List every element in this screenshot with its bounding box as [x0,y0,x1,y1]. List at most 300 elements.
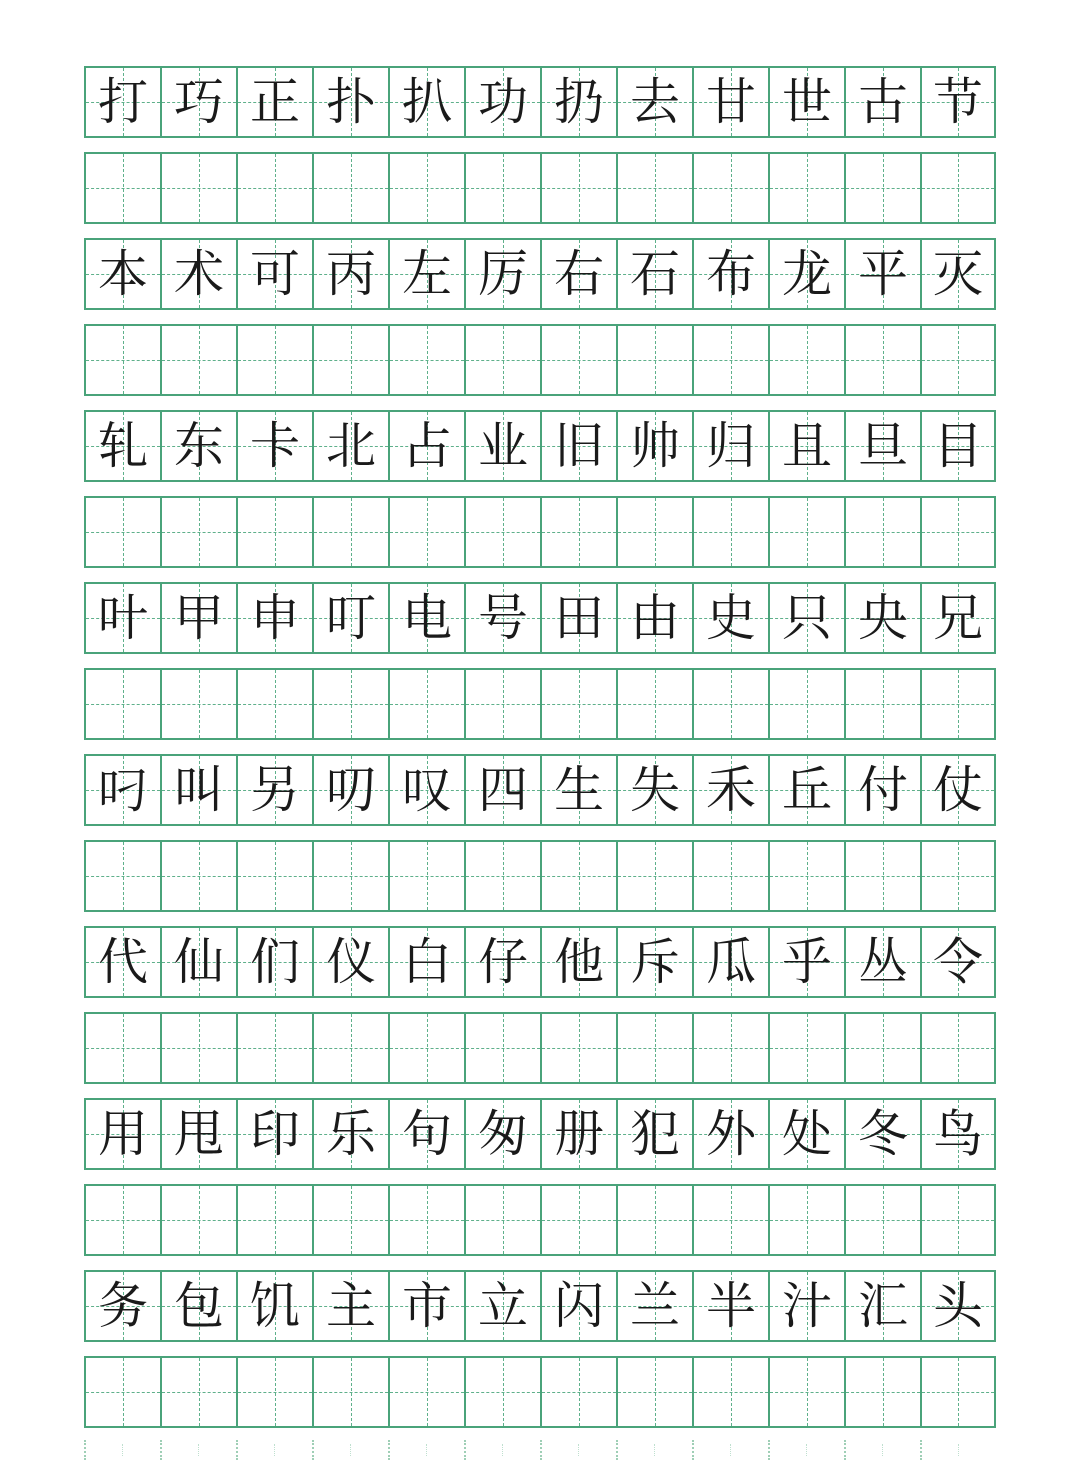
character-cell [692,412,768,480]
character-glyph: 叹 [402,761,452,819]
practice-cell[interactable] [160,1014,236,1082]
character-glyph: 北 [326,417,376,475]
character-glyph: 处 [782,1105,832,1163]
practice-cell[interactable] [84,1014,160,1082]
character-glyph: 打 [98,73,148,131]
character-glyph: 术 [174,245,224,303]
practice-row [84,152,996,224]
character-cell [920,1272,996,1340]
practice-cell[interactable] [388,842,464,910]
practice-cell[interactable] [844,670,920,738]
practice-cell[interactable] [388,1358,464,1426]
character-cell [692,928,768,996]
character-glyph: 仗 [933,761,983,819]
character-cell [160,412,236,480]
practice-cell[interactable] [160,326,236,394]
practice-cell[interactable] [160,842,236,910]
practice-row [84,496,996,568]
character-glyph: 甘 [706,73,756,131]
practice-cell[interactable] [616,1186,692,1254]
practice-cell[interactable] [388,1014,464,1082]
practice-cell[interactable] [464,842,540,910]
practice-cell[interactable] [692,842,768,910]
practice-cell[interactable] [692,1358,768,1426]
practice-cell[interactable] [920,154,996,222]
character-glyph: 卡 [250,417,300,475]
practice-cell[interactable] [920,1358,996,1426]
character-cell [616,412,692,480]
character-cell [84,68,160,136]
character-glyph: 仙 [174,933,224,991]
character-cell [236,412,312,480]
character-glyph: 立 [478,1277,528,1335]
practice-cell[interactable] [312,154,388,222]
character-cell [616,1272,692,1340]
character-cell [768,412,844,480]
character-cell [160,1272,236,1340]
practice-cell[interactable] [768,154,844,222]
grid-column-stub [616,1440,692,1460]
character-cell [160,756,236,824]
practice-cell[interactable] [540,670,616,738]
character-cell [388,240,464,308]
character-cell [540,756,616,824]
character-cell [160,1100,236,1168]
practice-cell[interactable] [920,670,996,738]
practice-cell[interactable] [236,498,312,566]
practice-row [84,1356,996,1428]
grid-column-stub [692,1440,768,1460]
character-cell [464,240,540,308]
character-glyph: 务 [98,1277,148,1335]
character-cell [844,1100,920,1168]
character-cell [540,68,616,136]
character-cell [920,68,996,136]
practice-cell[interactable] [692,1014,768,1082]
grid-column-stub [312,1440,388,1460]
practice-cell[interactable] [236,1014,312,1082]
character-cell [616,240,692,308]
character-glyph: 印 [250,1105,300,1163]
character-row [84,66,996,138]
practice-cell[interactable] [616,154,692,222]
practice-cell[interactable] [84,670,160,738]
practice-cell[interactable] [768,498,844,566]
character-glyph: 斥 [630,933,680,991]
character-cell [464,1272,540,1340]
character-glyph: 且 [782,417,832,475]
character-cell [312,1272,388,1340]
character-cell [236,584,312,652]
character-cell [388,68,464,136]
character-cell [844,1272,920,1340]
character-glyph: 正 [250,73,300,131]
character-glyph: 兰 [630,1277,680,1335]
character-glyph: 石 [630,245,680,303]
character-cell [616,1100,692,1168]
character-glyph: 田 [554,589,604,647]
grid-column-stub [540,1440,616,1460]
practice-cell[interactable] [160,670,236,738]
grid-column-stub [236,1440,312,1460]
character-cell [312,240,388,308]
practice-cell[interactable] [844,842,920,910]
character-glyph: 去 [630,73,680,131]
character-glyph: 瓜 [706,933,756,991]
practice-cell[interactable] [160,1186,236,1254]
character-cell [464,756,540,824]
character-cell [464,412,540,480]
character-cell [540,240,616,308]
grid-column-stub [160,1440,236,1460]
practice-cell[interactable] [768,1186,844,1254]
character-cell [312,928,388,996]
character-row [84,926,996,998]
character-glyph: 市 [402,1277,452,1335]
character-glyph: 业 [478,417,528,475]
character-cell [844,584,920,652]
character-cell [160,68,236,136]
character-cell [768,584,844,652]
character-glyph: 饥 [250,1277,300,1335]
practice-cell[interactable] [160,154,236,222]
character-cell [312,68,388,136]
character-cell [920,584,996,652]
character-cell [84,1272,160,1340]
character-glyph: 主 [326,1277,376,1335]
character-cell [388,928,464,996]
character-cell [388,584,464,652]
practice-cell[interactable] [768,326,844,394]
practice-cell[interactable] [312,498,388,566]
character-glyph: 用 [98,1105,148,1163]
practice-cell[interactable] [768,842,844,910]
practice-cell[interactable] [388,498,464,566]
practice-cell[interactable] [540,1014,616,1082]
character-glyph: 冬 [858,1105,908,1163]
character-glyph: 归 [706,417,756,475]
character-cell [692,240,768,308]
practice-cell[interactable] [540,842,616,910]
character-glyph: 巧 [174,73,224,131]
character-glyph: 丘 [782,761,832,819]
practice-cell[interactable] [540,1358,616,1426]
practice-cell[interactable] [616,670,692,738]
grid-column-stub [768,1440,844,1460]
character-glyph: 由 [630,589,680,647]
character-glyph: 他 [554,933,604,991]
practice-cell[interactable] [692,326,768,394]
character-cell [84,756,160,824]
character-cell [692,756,768,824]
grid-column-stub [84,1440,160,1460]
character-glyph: 左 [402,245,452,303]
practice-cell[interactable] [844,326,920,394]
character-glyph: 令 [933,933,983,991]
character-glyph: 闪 [554,1277,604,1335]
character-cell [160,928,236,996]
practice-cell[interactable] [312,1186,388,1254]
character-cell [616,584,692,652]
character-glyph: 汁 [782,1277,832,1335]
character-glyph: 匆 [478,1105,528,1163]
character-glyph: 叶 [98,589,148,647]
character-row [84,410,996,482]
practice-cell[interactable] [920,1014,996,1082]
character-glyph: 灭 [933,245,983,303]
grid-column-stub [388,1440,464,1460]
practice-cell[interactable] [236,326,312,394]
practice-cell[interactable] [692,154,768,222]
practice-cell[interactable] [312,326,388,394]
practice-cell[interactable] [540,326,616,394]
character-glyph: 兄 [933,589,983,647]
character-cell [236,1272,312,1340]
practice-cell[interactable] [312,1014,388,1082]
character-glyph: 央 [858,589,908,647]
character-glyph: 旧 [554,417,604,475]
character-glyph: 甲 [174,589,224,647]
character-cell [844,68,920,136]
character-cell [768,240,844,308]
practice-cell[interactable] [844,1358,920,1426]
practice-cell[interactable] [920,498,996,566]
practice-cell[interactable] [236,670,312,738]
practice-cell[interactable] [616,842,692,910]
character-cell [160,584,236,652]
character-cell [768,928,844,996]
character-row [84,238,996,310]
practice-cell[interactable] [540,154,616,222]
character-glyph: 世 [782,73,832,131]
practice-cell[interactable] [388,1186,464,1254]
practice-cell[interactable] [920,1186,996,1254]
character-glyph: 功 [478,73,528,131]
practice-cell[interactable] [84,1186,160,1254]
character-cell [920,928,996,996]
practice-cell[interactable] [84,326,160,394]
character-glyph: 电 [402,589,452,647]
character-cell [464,1100,540,1168]
practice-cell[interactable] [464,1358,540,1426]
practice-cell[interactable] [84,1358,160,1426]
character-glyph: 厉 [478,245,528,303]
practice-cell[interactable] [464,326,540,394]
character-cell [692,68,768,136]
character-cell [920,240,996,308]
character-glyph: 扑 [326,73,376,131]
character-cell [464,68,540,136]
character-cell [768,756,844,824]
character-glyph: 生 [554,761,604,819]
character-cell [84,928,160,996]
practice-cell[interactable] [616,498,692,566]
practice-cell[interactable] [388,670,464,738]
practice-cell[interactable] [616,326,692,394]
character-cell [768,1100,844,1168]
practice-cell[interactable] [464,1014,540,1082]
practice-cell[interactable] [464,670,540,738]
character-cell [768,1272,844,1340]
character-cell [388,756,464,824]
practice-row [84,1184,996,1256]
practice-cell[interactable] [920,842,996,910]
character-cell [768,68,844,136]
practice-cell[interactable] [540,1186,616,1254]
character-glyph: 右 [554,245,604,303]
character-glyph: 册 [554,1105,604,1163]
character-cell [844,756,920,824]
character-cell [388,1272,464,1340]
practice-cell[interactable] [84,842,160,910]
character-glyph: 仔 [478,933,528,991]
character-cell [844,240,920,308]
practice-cell[interactable] [312,842,388,910]
character-glyph: 丙 [326,245,376,303]
practice-cell[interactable] [464,1186,540,1254]
practice-cell[interactable] [692,670,768,738]
practice-cell[interactable] [84,154,160,222]
character-glyph: 四 [478,761,528,819]
practice-row [84,324,996,396]
character-glyph: 号 [478,589,528,647]
character-cell [312,584,388,652]
practice-cell[interactable] [236,1358,312,1426]
character-cell [160,240,236,308]
character-glyph: 乎 [782,933,832,991]
character-cell [540,412,616,480]
practice-cell[interactable] [844,1186,920,1254]
character-cell [236,240,312,308]
practice-cell[interactable] [236,154,312,222]
practice-cell[interactable] [388,326,464,394]
practice-cell[interactable] [312,670,388,738]
practice-cell[interactable] [844,1014,920,1082]
character-glyph: 犯 [630,1105,680,1163]
practice-cell[interactable] [236,842,312,910]
character-cell [692,584,768,652]
character-glyph: 包 [174,1277,224,1335]
character-cell [236,1100,312,1168]
character-glyph: 旦 [858,417,908,475]
practice-cell[interactable] [160,1358,236,1426]
practice-cell[interactable] [844,498,920,566]
character-glyph: 古 [858,73,908,131]
character-glyph: 鸟 [933,1105,983,1163]
character-glyph: 节 [933,73,983,131]
practice-cell[interactable] [388,154,464,222]
character-cell [312,756,388,824]
character-cell [920,756,996,824]
character-glyph: 叫 [174,761,224,819]
character-cell [84,412,160,480]
character-glyph: 汇 [858,1277,908,1335]
character-glyph: 本 [98,245,148,303]
character-cell [540,928,616,996]
character-glyph: 目 [933,417,983,475]
practice-cell[interactable] [692,1186,768,1254]
character-cell [920,412,996,480]
character-glyph: 乐 [326,1105,376,1163]
character-glyph: 代 [98,933,148,991]
character-cell [312,1100,388,1168]
practice-cell[interactable] [768,1358,844,1426]
practice-cell[interactable] [236,1186,312,1254]
character-glyph: 外 [706,1105,756,1163]
character-cell [464,584,540,652]
character-row [84,1098,996,1170]
practice-cell[interactable] [540,498,616,566]
character-cell [616,756,692,824]
character-glyph: 叨 [326,761,376,819]
practice-cell[interactable] [844,154,920,222]
character-glyph: 只 [782,589,832,647]
character-glyph: 叼 [98,761,148,819]
practice-cell[interactable] [768,670,844,738]
character-cell [236,928,312,996]
character-glyph: 们 [250,933,300,991]
practice-cell[interactable] [84,498,160,566]
character-glyph: 扔 [554,73,604,131]
character-glyph: 东 [174,417,224,475]
practice-cell[interactable] [768,1014,844,1082]
grid-column-stub [844,1440,920,1460]
character-glyph: 甩 [174,1105,224,1163]
character-cell [84,1100,160,1168]
practice-cell[interactable] [692,498,768,566]
character-glyph: 占 [402,417,452,475]
character-glyph: 可 [250,245,300,303]
practice-cell[interactable] [616,1014,692,1082]
practice-cell[interactable] [312,1358,388,1426]
practice-cell[interactable] [464,498,540,566]
character-glyph: 叮 [326,589,376,647]
character-row [84,582,996,654]
character-glyph: 史 [706,589,756,647]
character-glyph: 句 [402,1105,452,1163]
practice-cell[interactable] [920,326,996,394]
practice-cell[interactable] [464,154,540,222]
character-glyph: 仪 [326,933,376,991]
character-glyph: 扒 [402,73,452,131]
character-glyph: 半 [706,1277,756,1335]
character-cell [616,928,692,996]
character-glyph: 申 [250,589,300,647]
character-cell [844,928,920,996]
character-glyph: 付 [858,761,908,819]
character-row [84,754,996,826]
character-cell [692,1100,768,1168]
character-glyph: 龙 [782,245,832,303]
practice-row [84,668,996,740]
practice-row [84,1012,996,1084]
practice-cell[interactable] [160,498,236,566]
character-glyph: 另 [250,761,300,819]
practice-row [84,840,996,912]
character-cell [84,240,160,308]
character-cell [388,1100,464,1168]
character-cell [312,412,388,480]
character-glyph: 禾 [706,761,756,819]
practice-cell[interactable] [616,1358,692,1426]
character-glyph: 平 [858,245,908,303]
character-cell [844,412,920,480]
character-cell [84,584,160,652]
character-glyph: 白 [402,933,452,991]
character-cell [616,68,692,136]
character-cell [540,1100,616,1168]
character-glyph: 布 [706,245,756,303]
